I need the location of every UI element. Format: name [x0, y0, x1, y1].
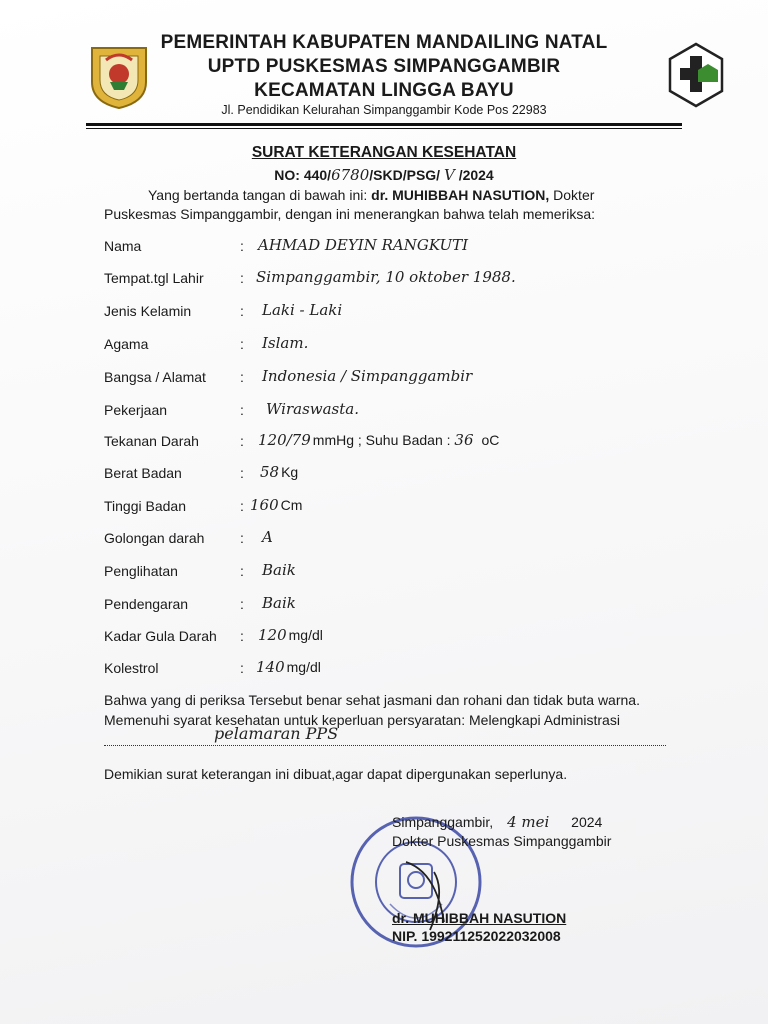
field-value-handwritten: Wiraswasta. [266, 400, 359, 418]
signature-year: 2024 [571, 814, 603, 830]
field-colon: : [240, 660, 244, 676]
field-label: Berat Badan [104, 465, 182, 481]
field-label: Tekanan Darah [104, 433, 199, 449]
field-extra-value-handwritten: 36 [454, 431, 474, 449]
field-value-handwritten: Baik [262, 561, 296, 579]
signature-place-date [392, 813, 602, 831]
document-title: SURAT KETERANGAN KESEHATAN [251, 144, 517, 161]
field-extra-unit: oC [481, 432, 500, 448]
field-value-handwritten: Simpanggambir, 10 oktober 1988. [256, 268, 516, 286]
field-colon: : [240, 498, 244, 514]
field-colon: : [240, 563, 244, 579]
field-value-handwritten: Baik [262, 594, 296, 612]
letterhead-line-3: KECAMATAN LINGGA BAYU [254, 80, 514, 101]
field-colon: : [240, 530, 244, 546]
intro-text-end: Dokter [549, 187, 595, 203]
signature-date-handwritten: 4 mei [507, 813, 550, 831]
field-label: Penglihatan [104, 563, 178, 579]
field-colon: : [240, 336, 244, 352]
field-colon: : [240, 303, 244, 319]
field-value [262, 561, 296, 579]
signature-nip: NIP. 199211252022032008 [392, 928, 561, 944]
intro-text: Yang bertanda tangan di bawah ini: [148, 187, 372, 203]
field-unit: Cm [280, 497, 303, 513]
signature-name: dr. MUHIBBAH NASUTION [392, 910, 567, 926]
field-label: Tinggi Badan [104, 498, 186, 514]
field-label: Jenis Kelamin [104, 303, 192, 319]
field-value-handwritten: 140 [256, 658, 285, 676]
field-colon: : [240, 369, 244, 385]
field-value [258, 431, 499, 449]
field-value-handwritten: Indonesia / Simpanggambir [262, 367, 473, 385]
field-label: Bangsa / Alamat [104, 369, 206, 385]
field-colon: : [240, 402, 244, 418]
field-value-handwritten: 120 [258, 626, 287, 644]
number-middle: /SKD/PSG/ [369, 167, 441, 183]
field-value-handwritten: 160 [250, 496, 279, 514]
field-label: Kadar Gula Darah [104, 628, 217, 644]
field-value [256, 658, 321, 676]
letterhead-line-2: UPTD PUSKESMAS SIMPANGGAMBIR [207, 56, 561, 77]
number-month: V [443, 166, 455, 184]
intro-line-1 [148, 187, 594, 203]
field-colon: : [240, 628, 244, 644]
purpose-handwritten: pelamaran PPS [214, 724, 339, 743]
field-unit: mg/dl [286, 659, 321, 675]
field-value [258, 626, 323, 644]
signature-role: Dokter Puskesmas Simpanggambir [392, 833, 612, 849]
field-value [262, 528, 273, 546]
closing-statement: Demikian surat keterangan ini dibuat,agar dapat dipergunakan seperlunya. [104, 766, 568, 782]
field-unit: mmHg [312, 432, 355, 448]
document-number [0, 166, 768, 184]
letterhead-rule-thick [86, 123, 682, 126]
field-label: Tempat.tgl Lahir [104, 270, 204, 286]
field-value [262, 594, 296, 612]
letterhead-address: Jl. Pendidikan Kelurahan Simpanggambir Kode Pos 22983 [221, 103, 547, 117]
number-handwritten: 6780 [331, 166, 370, 184]
field-value [262, 334, 308, 352]
statement-1: Bahwa yang di periksa Tersebut benar sehat jasmani dan rohani dan tidak buta warna. [104, 692, 640, 708]
field-unit: mg/dl [288, 627, 323, 643]
field-value [256, 268, 516, 286]
signature-place: Simpanggambir, [392, 814, 494, 830]
statement-2: Memenuhi syarat kesehatan untuk keperluan persyaratan: Melengkapi Administrasi [104, 712, 620, 728]
field-value-handwritten: 58 [260, 463, 280, 481]
purpose-dotted-line [104, 745, 666, 746]
number-suffix: /2024 [458, 167, 494, 183]
letterhead-line-1: PEMERINTAH KABUPATEN MANDAILING NATAL [160, 32, 608, 53]
field-value [250, 496, 302, 514]
field-value [258, 236, 468, 254]
field-label: Kolestrol [104, 660, 159, 676]
field-colon: : [240, 465, 244, 481]
field-colon: : [240, 270, 244, 286]
field-unit: Kg [281, 464, 299, 480]
number-prefix: NO: 440/ [274, 167, 332, 183]
field-value-handwritten: 120/79 [258, 431, 311, 449]
field-colon: : [240, 433, 244, 449]
field-value [260, 463, 298, 481]
field-label: Nama [104, 238, 142, 254]
field-label: Pekerjaan [104, 402, 168, 418]
field-value [262, 367, 472, 385]
field-colon: : [240, 596, 244, 612]
intro-doctor-name: dr. MUHIBBAH NASUTION, [371, 187, 550, 203]
field-label: Agama [104, 336, 149, 352]
field-label: Golongan darah [104, 530, 205, 546]
field-value [262, 301, 342, 319]
field-value-handwritten: AHMAD DEYIN RANGKUTI [258, 236, 469, 254]
intro-line-2: Puskesmas Simpanggambir, dengan ini menerangkan bahwa telah memeriksa: [104, 206, 596, 222]
field-value-handwritten: Islam. [262, 334, 309, 352]
field-extra-label: ; Suhu Badan : [354, 432, 455, 448]
field-colon: : [240, 238, 244, 254]
field-value-handwritten: Laki - Laki [262, 301, 343, 319]
letterhead-rule-thin [86, 128, 682, 129]
field-label: Pendengaran [104, 596, 189, 612]
field-value-handwritten: A [262, 528, 273, 546]
field-value [266, 400, 359, 418]
